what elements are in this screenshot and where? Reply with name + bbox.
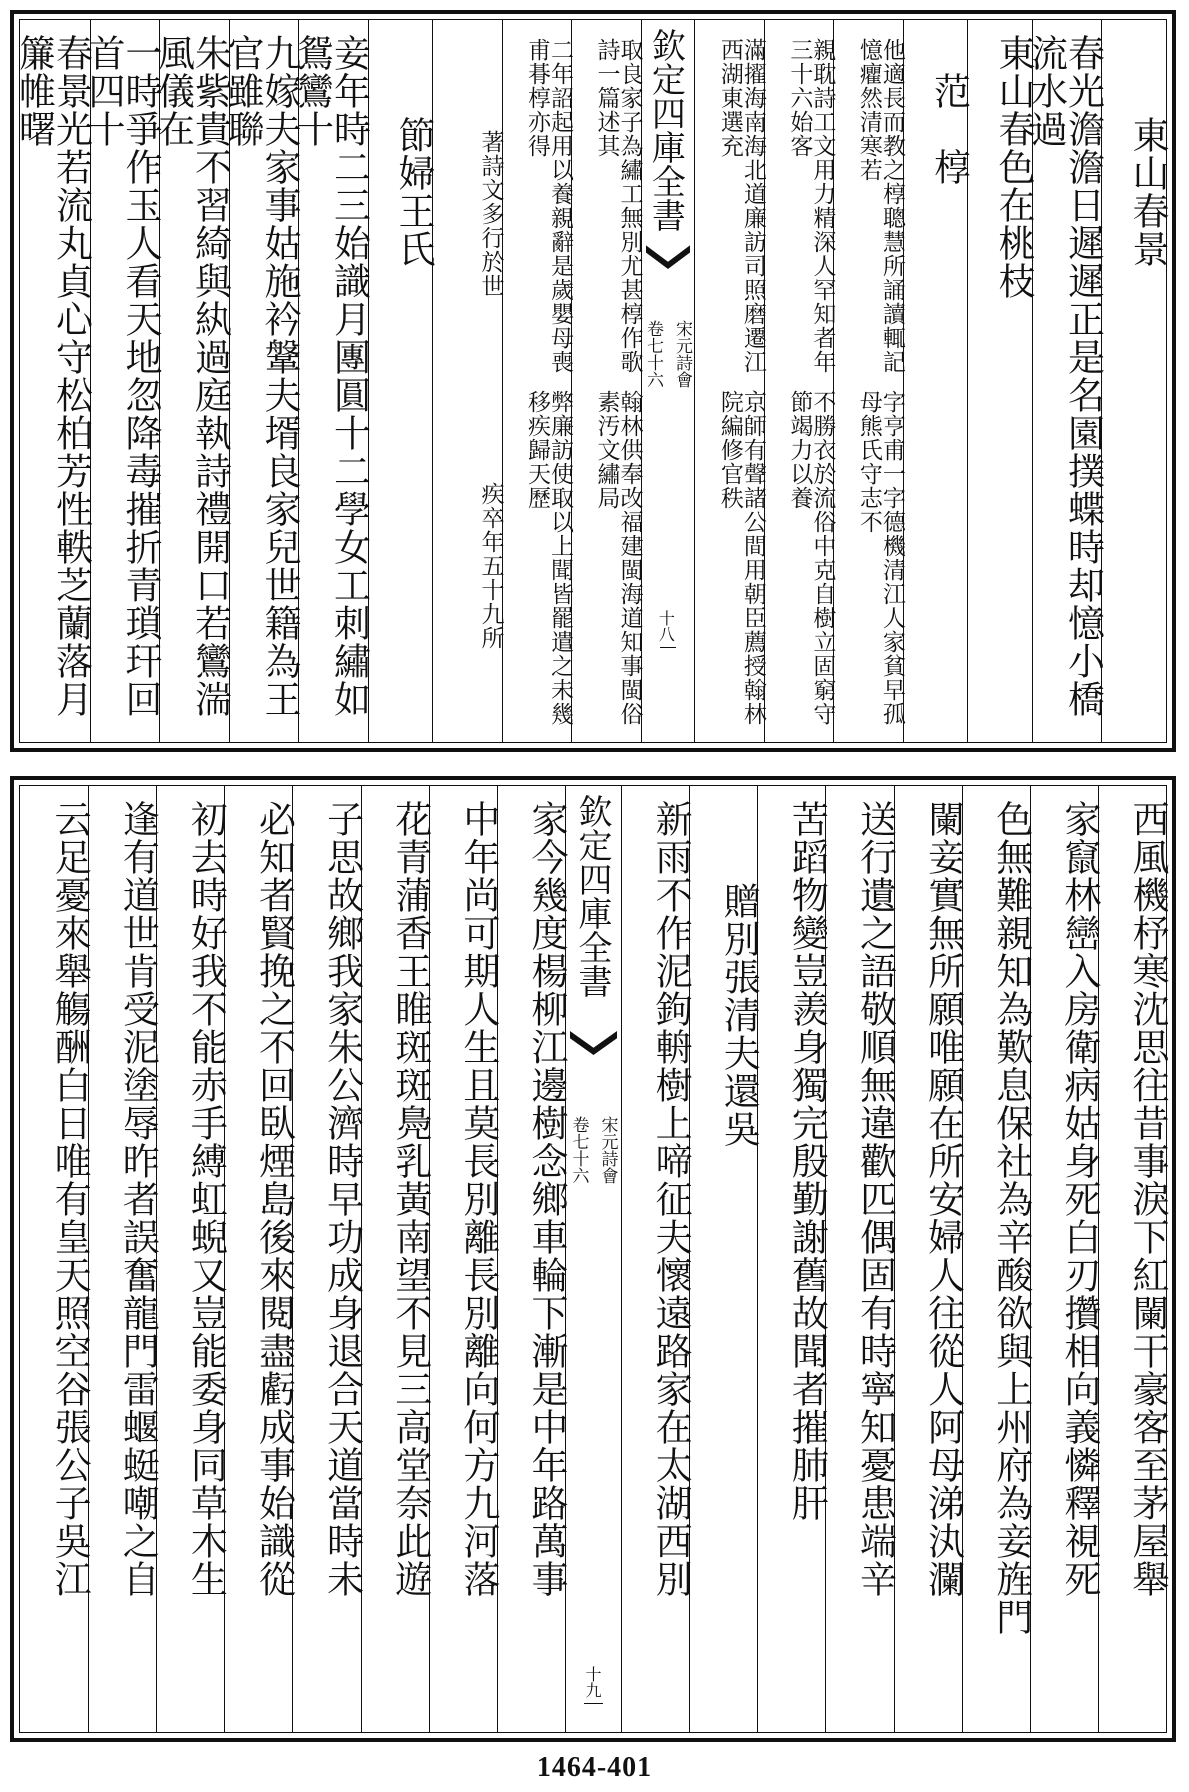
text-line: 必知者賢挽之不回臥煙島後來閱盡虧成事始識從 xyxy=(252,800,296,1598)
text-line: 節婦王氏 xyxy=(392,116,436,268)
bottom-page-columns xyxy=(19,785,1167,1733)
page-number: 十八 xyxy=(642,610,695,642)
bottom-center-band xyxy=(565,786,621,1732)
annotation-line: 滿擢海南海北道廉訪司照磨遷江西湖東選充 xyxy=(716,38,766,374)
bottom-left-column xyxy=(88,786,160,1732)
bottom-left-column xyxy=(497,786,568,1732)
top-left-column xyxy=(82,20,163,742)
text-line: 中年尚可期人生且莫長別離長別離向何方九河落 xyxy=(456,800,500,1598)
top-right-column xyxy=(764,20,834,742)
bottom-right-column xyxy=(894,786,965,1732)
top-left-column xyxy=(502,20,572,742)
annotation-line: 字亨甫一字德機清江人家貧早孤母熊氏守志不 xyxy=(855,390,905,726)
annotation-line: 翰林供奉改福建閩海道知事閩俗素汚文繡局 xyxy=(593,390,643,726)
text-line: 苦蹈物變豈羨身獨完殷勤謝舊故聞者摧肺肝 xyxy=(785,800,829,1522)
bottom-left-column xyxy=(292,786,364,1732)
bottom-right-column xyxy=(962,786,1033,1732)
text-line: 一時爭作玉人看天地忽降毒摧折青瑣玕回首四十 xyxy=(82,34,163,718)
text-line: 贈別張清夫還吳 xyxy=(717,882,761,1148)
top-page-columns xyxy=(12,19,1169,743)
text-line: 花青蒲香王睢斑斑鳧乳黃南望不見三高堂奈此遊 xyxy=(388,800,432,1598)
bottom-right-column xyxy=(621,786,693,1732)
top-page xyxy=(10,10,1176,752)
top-left-column xyxy=(151,20,232,742)
top-left-column xyxy=(221,20,302,742)
text-line: 春景光若流丸貞心守松柏芳性軼芝蘭落月簾帷曙 xyxy=(12,34,93,718)
text-line: 云足憂來舉觴酬白日唯有皇天照空谷張公子吳江 xyxy=(48,800,92,1598)
bottom-left-column xyxy=(361,786,432,1732)
text-line: 東山春景 xyxy=(1126,116,1169,268)
top-left-column xyxy=(290,20,371,742)
volume-label xyxy=(566,1116,621,1184)
annotation-line: 弊廉訪使取以上聞皆罷遣之未幾移疾歸天歷 xyxy=(524,390,574,726)
text-line: 九嫁夫家事姑施衿鞶夫壻良家兒世籍為王官雖聯 xyxy=(221,34,302,718)
text-line: 色無難親知為歎息保社為辛酸欲與上州府為妾旌門 xyxy=(989,800,1033,1636)
book-title: 欽定四庫全書 xyxy=(572,794,612,998)
volume-label xyxy=(642,320,695,388)
top-right-column xyxy=(903,20,971,742)
bottom-right-column xyxy=(689,786,761,1732)
text-line: 朱紫貴不習綺與紈過庭執詩禮開口若鸞湍風儀在 xyxy=(151,34,232,718)
page-footer-number: 1464-401 xyxy=(536,1752,653,1783)
book-title: 欽定四庫全書 xyxy=(645,28,686,232)
annotation-line: 親耽詩工文用力精深人罕知者年三十六始客 xyxy=(786,38,836,374)
page-number: 十九 xyxy=(566,1666,621,1698)
volume-label-line: 宋元詩會 xyxy=(671,320,692,388)
bottom-left-column xyxy=(224,786,296,1732)
text-line: 春光澹澹日遲遲正是名園撲蝶時却憶小橋流水過 xyxy=(1024,34,1105,718)
annotation-line: 著詩文多行於世 xyxy=(477,130,504,298)
annotation-line: 二年詔起用以養親辭是歲嬰母喪甫朞椁亦得 xyxy=(524,38,574,374)
text-line: 范 椁 xyxy=(927,72,971,186)
text-line: 闌妾實無所願唯願在所安婦人往從人阿母涕汍瀾 xyxy=(921,800,965,1598)
text-line: 東山春色在桃枝 xyxy=(991,34,1035,300)
text-line: 妾年時二三始識月團圓十二學女工刺繡如鴛鸞十 xyxy=(290,34,371,718)
top-left-column xyxy=(571,20,641,742)
bottom-right-column xyxy=(757,786,829,1732)
annotation-line: 京師有聲諸公間用朝臣薦授翰林院編修官秩 xyxy=(716,390,766,726)
bottom-page xyxy=(10,776,1176,1742)
top-right-column xyxy=(967,20,1035,742)
top-left-column xyxy=(432,20,502,742)
text-line: 逢有道世肯受泥塗辱昨者誤奮龍門雷蝘蜓嘲之自 xyxy=(116,800,160,1598)
bottom-left-column xyxy=(429,786,500,1732)
annotation-line: 他適長而教之椁聰慧所誦讀輒記憶癯然清寒若 xyxy=(855,38,905,374)
annotation-line: 取良家子為繡工無別尤甚椁作歌詩一篇述其 xyxy=(593,38,643,374)
top-right-column xyxy=(1101,20,1169,742)
fish-tail-mark-icon xyxy=(570,1031,617,1055)
annotation-line: 疾卒年五十九所 xyxy=(477,482,504,650)
bottom-left-column xyxy=(20,786,92,1732)
bottom-right-column xyxy=(1030,786,1101,1732)
top-right-column xyxy=(833,20,903,742)
bottom-right-column xyxy=(1098,786,1169,1732)
text-line: 西風機杼寒沈思往昔事淚下紅闌干豪客至茅屋舉 xyxy=(1126,800,1169,1598)
text-line: 送行遺之語敬順無違歡匹偶固有時寧知憂患端辛 xyxy=(853,800,897,1598)
top-left-column xyxy=(368,20,436,742)
top-right-column xyxy=(694,20,764,742)
volume-label-line: 卷七十六 xyxy=(568,1116,589,1184)
text-line: 初去時好我不能赤手縛虹蜺又豈能委身同草木生 xyxy=(184,800,228,1598)
text-line: 子思故鄉我家朱公濟時早功成身退合天道當時未 xyxy=(320,800,364,1598)
fish-tail-mark-icon xyxy=(646,245,691,269)
top-right-column xyxy=(1024,20,1105,742)
top-left-column xyxy=(12,20,93,742)
annotation-line: 不勝衣於流俗中克自樹立固窮守節竭力以養 xyxy=(786,390,836,726)
top-center-band xyxy=(641,20,695,742)
volume-label-line: 卷七十六 xyxy=(642,320,663,388)
bottom-right-column xyxy=(825,786,897,1732)
text-line: 新雨不作泥鉤輈樹上啼征夫懷遠路家在太湖西別 xyxy=(649,800,693,1598)
bottom-left-column xyxy=(156,786,228,1732)
volume-label-line: 宋元詩會 xyxy=(597,1116,618,1184)
text-line: 家竄林巒入房衛病姑身死白刃攢相向義憐釋視死 xyxy=(1057,800,1101,1598)
text-line: 家今幾度楊柳江邊樹念鄉車輪下漸是中年路萬事 xyxy=(524,800,568,1598)
